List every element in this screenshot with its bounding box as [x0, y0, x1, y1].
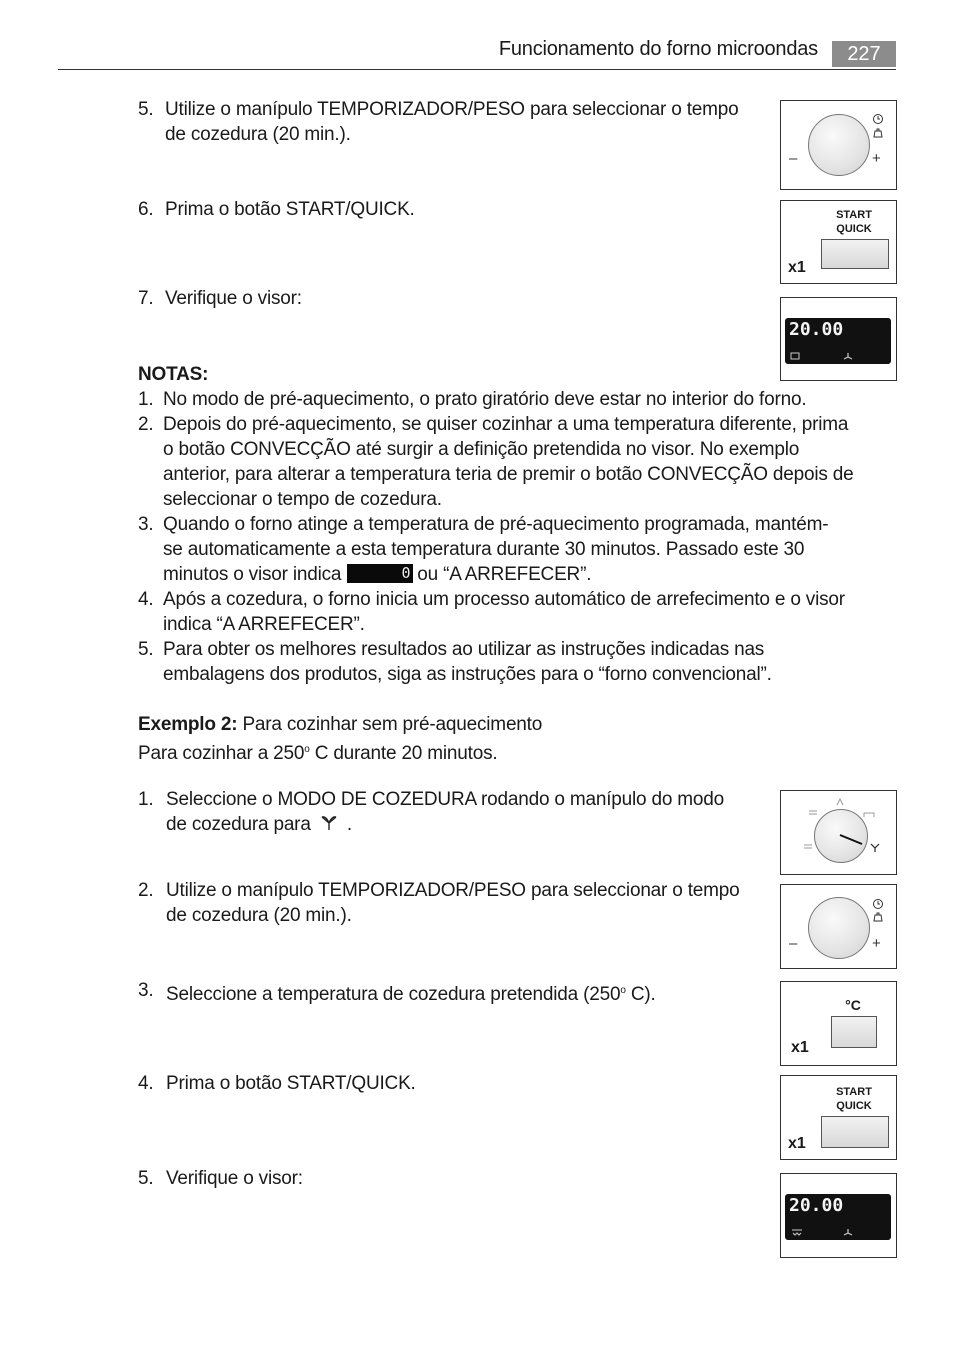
step-text: Utilize o manípulo TEMPORIZADOR/PESO para seleccionar o tempo — [165, 99, 739, 120]
plus-label: + — [872, 935, 881, 952]
example-subtitle-a: Para cozinhar a 250 — [138, 743, 305, 764]
display-panel — [780, 1173, 897, 1258]
convection-panel — [780, 981, 897, 1066]
page-number: 227 — [832, 41, 896, 67]
bell-icon — [863, 811, 875, 819]
convection-button[interactable] — [831, 1016, 877, 1048]
step-number: 7. — [138, 288, 154, 309]
note-text: Para obter os melhores resultados ao utilizar as instruções indicadas nas — [163, 639, 765, 660]
note-text: minutos o visor indica — [163, 564, 342, 585]
note-text: indica “A ARREFECER”. — [163, 614, 365, 635]
timer-weight-knob[interactable] — [808, 114, 870, 176]
timer-weight-knob[interactable] — [808, 897, 870, 959]
quick-label: QUICK — [836, 1100, 872, 1112]
grill-icon — [803, 843, 813, 851]
plus-label: + — [872, 150, 881, 167]
example-description: Para cozinhar sem pré-aquecimento — [237, 714, 543, 735]
note-text: Quando o forno atinge a temperatura de pré-aquecimento programada, mantém- — [163, 514, 829, 535]
note-text: embalagens dos produtos, siga as instruções para o “forno convencional”. — [163, 664, 772, 685]
step-number: 5. — [138, 1168, 154, 1189]
celsius-label: °C — [845, 997, 861, 1013]
notes-heading: NOTAS: — [138, 364, 209, 385]
clock-icon — [872, 113, 884, 125]
header-title: Funcionamento do forno microondas — [498, 38, 818, 60]
step-text: Utilize o manípulo TEMPORIZADOR/PESO para seleccionar o tempo — [166, 880, 740, 901]
step-text: Prima o botão START/QUICK. — [165, 199, 415, 220]
start-label: START — [836, 209, 872, 221]
press-count: x1 — [788, 259, 806, 276]
oven-display — [785, 1194, 891, 1240]
cooking-mode-knob-panel — [780, 790, 897, 875]
fan-icon — [320, 815, 338, 831]
step-text-a: Seleccione a temperatura de cozedura pretendida (250 — [166, 984, 621, 1005]
timer-weight-knob-panel — [780, 100, 897, 190]
note-text: se automaticamente a esta temperatura durante 30 minutos. Passado este 30 — [163, 539, 805, 560]
note-number: 5. — [138, 639, 154, 660]
note-text: Depois do pré-aquecimento, se quiser cozinhar a uma temperatura diferente, prima — [163, 414, 849, 435]
note-text-inline — [163, 562, 591, 587]
step-text: Verifique o visor: — [165, 288, 302, 309]
note-number: 1. — [138, 389, 154, 410]
note-text: ou “A ARREFECER”. — [417, 564, 592, 585]
start-quick-panel — [780, 200, 897, 284]
start-quick-button[interactable] — [821, 1116, 889, 1148]
grill-icon — [791, 1228, 803, 1236]
minus-label: – — [789, 935, 798, 952]
step-text: Verifique o visor: — [166, 1168, 303, 1189]
step-text-inline — [166, 812, 352, 837]
knob-pointer — [814, 809, 866, 861]
step-text-b: C). — [625, 984, 656, 1005]
weight-icon — [872, 911, 884, 923]
display-digits: 20.00 — [789, 1195, 844, 1216]
start-label: START — [836, 1086, 872, 1098]
step-text: de cozedura (20 min.). — [166, 905, 352, 926]
example-subtitle — [138, 737, 497, 766]
step-text: de cozedura para — [166, 814, 311, 835]
start-quick-button[interactable] — [821, 239, 889, 269]
step-text: Prima o botão START/QUICK. — [166, 1073, 416, 1094]
minus-label: – — [789, 150, 798, 167]
step-number: 4. — [138, 1073, 154, 1094]
start-quick-panel — [780, 1075, 897, 1160]
step-text: Seleccione o MODO DE COZEDURA rodando o manípulo do modo — [166, 789, 725, 810]
step-number: 5. — [138, 99, 154, 120]
press-count: x1 — [791, 1039, 809, 1056]
step-text: . — [346, 814, 352, 835]
step-number: 2. — [138, 880, 154, 901]
fan-icon — [869, 843, 881, 853]
note-text: o botão CONVECÇÃO até surgir a definição pretendida no visor. No exemplo — [163, 439, 800, 460]
example-heading — [138, 712, 542, 737]
note-text: No modo de pré-aquecimento, o prato giratório deve estar no interior do forno. — [163, 389, 807, 410]
step-number: 3. — [138, 980, 154, 1001]
fan-icon — [843, 352, 853, 360]
example-label: Exemplo 2: — [138, 714, 238, 735]
note-number: 4. — [138, 589, 154, 610]
microwave-icon — [790, 352, 800, 360]
inline-display-digit: 0 — [401, 564, 411, 582]
degree-sup: o — [620, 985, 626, 996]
note-text: Após a cozedura, o forno inicia um processo automático de arrefecimento e o visor — [163, 589, 845, 610]
clock-icon — [872, 898, 884, 910]
display-digits: 20.00 — [789, 319, 844, 340]
oven-display — [785, 318, 891, 364]
fan-icon — [843, 1228, 853, 1236]
note-number: 3. — [138, 514, 154, 535]
weight-icon — [872, 127, 884, 139]
example-subtitle-b: C durante 20 minutos. — [309, 743, 498, 764]
note-number: 2. — [138, 414, 154, 435]
display-panel — [780, 297, 897, 381]
note-text: anterior, para alterar a temperatura teria de premir o botão CONVECÇÃO depois de — [163, 464, 854, 485]
header-divider — [58, 69, 896, 70]
microwave-icon — [835, 797, 845, 807]
timer-weight-knob-panel — [780, 884, 897, 969]
degree-sup: o — [304, 744, 310, 755]
step-text-inline — [166, 978, 656, 1007]
step-number: 6. — [138, 199, 154, 220]
inline-display — [347, 564, 413, 583]
note-text: seleccionar o tempo de cozedura. — [163, 489, 442, 510]
step-number: 1. — [138, 789, 154, 810]
press-count: x1 — [788, 1135, 806, 1152]
step-text: de cozedura (20 min.). — [165, 124, 351, 145]
quick-label: QUICK — [836, 223, 872, 235]
grill-icon — [808, 809, 818, 817]
